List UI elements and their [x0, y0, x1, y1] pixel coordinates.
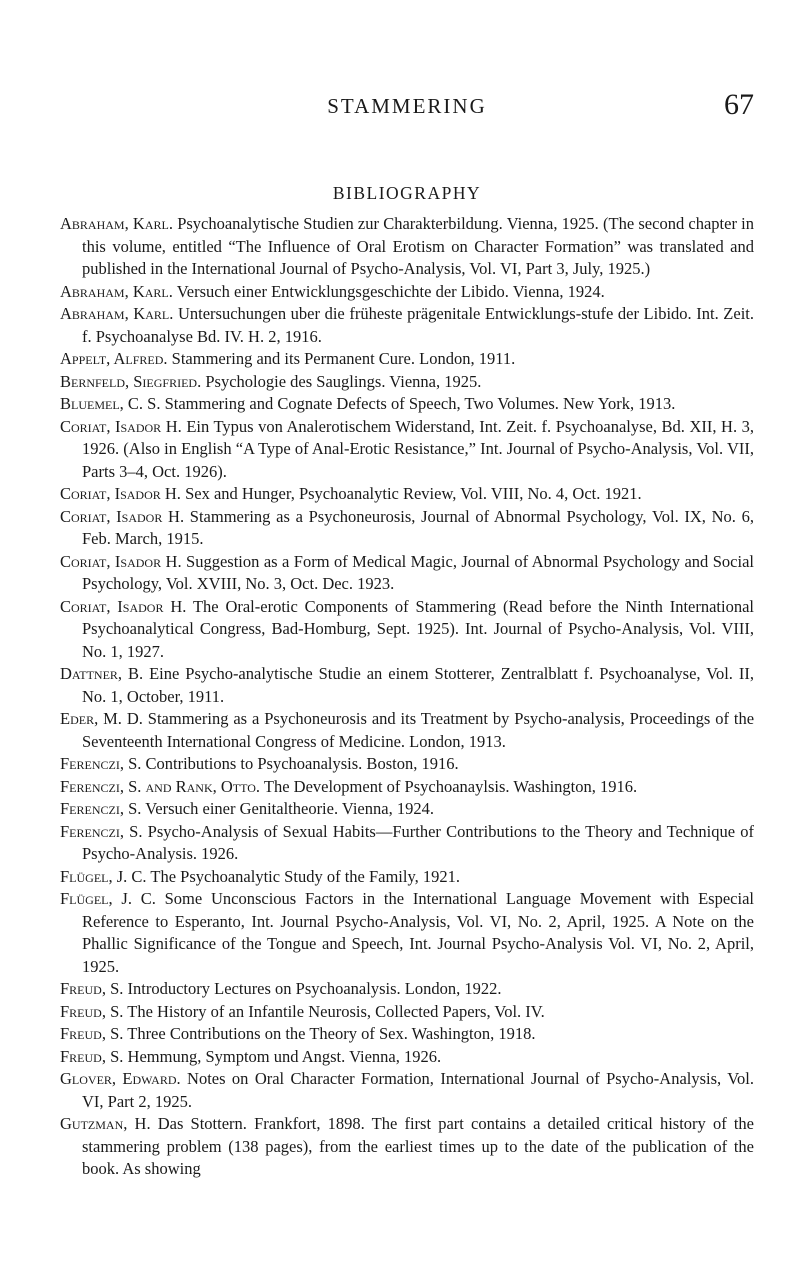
bibliography-entry — [60, 1046, 754, 1069]
section-heading: BIBLIOGRAPHY — [332, 183, 482, 203]
entry-author: Freud, S. — [60, 979, 124, 998]
entry-author: Gutzman, H. — [60, 1114, 151, 1133]
bibliography-entry — [60, 348, 754, 371]
bibliography-entry — [60, 1023, 754, 1046]
entry-text: The Oral-erotic Components of Stammering (Read before the Ninth International Psychoanalytical Congress, Bad-Homburg, Sept. 1925). Int. Journal of Psycho-Analysis, Vol. VIII, No. 1, 1927. — [82, 596, 754, 661]
entry-text: The Development of Psychoanaylsis. Washington, 1916. — [263, 776, 638, 796]
entry-text: The History of an Infantile Neurosis, Collected Papers, Vol. IV. — [127, 1001, 545, 1021]
bibliography-entry — [60, 663, 754, 708]
entry-text: Versuch einer Genitaltheorie. Vienna, 1924. — [145, 799, 434, 818]
page-number: 67 — [724, 88, 754, 121]
entry-author: Coriat, Isador H. — [60, 551, 182, 571]
entry-author: Abraham, Karl. — [60, 214, 173, 233]
entry-author: Appelt, Alfred. — [60, 349, 168, 368]
bibliography-entry — [60, 753, 754, 776]
bibliography-entry — [60, 551, 754, 596]
bibliography-entry — [60, 213, 754, 281]
running-head — [60, 90, 754, 130]
entry-author: Flügel, J. C. — [60, 889, 156, 908]
entry-author: Freud, S. — [60, 1001, 124, 1021]
bibliography-entry — [60, 393, 754, 416]
entry-author: Dattner, B. — [60, 664, 144, 683]
entry-text: Stammering and Cognate Defects of Speech, Two Volumes. New York, 1913. — [164, 394, 676, 413]
entry-author: Coriat, Isador H. — [60, 484, 181, 503]
entry-text: Introductory Lectures on Psychoanalysis. London, 1922. — [127, 979, 502, 998]
entry-text: Hemmung, Symptom und Angst. Vienna, 1926. — [127, 1046, 442, 1066]
entry-author: Abraham, Karl. — [60, 281, 173, 301]
entry-text: Eine Psycho-analytische Studie an einem Stotterer, Zentralblatt f. Psychoanalyse, Vol. II, No. 1, October, 1911. — [82, 664, 754, 706]
entry-text: Contributions to Psychoanalysis. Boston, 1916. — [145, 754, 459, 773]
entry-text: Psychologie des Sauglings. Vienna, 1925. — [205, 371, 482, 391]
bibliography-entry — [60, 303, 754, 348]
entry-author: Abraham, Karl. — [60, 304, 174, 323]
entry-text: Das Stottern. Frankfort, 1898. The first part contains a detailed critical history of the stammering problem (138 pages), from the earliest times up to the date of the publication of the book. As showing — [82, 1114, 754, 1178]
entry-text: Suggestion as a Form of Medical Magic, Journal of Abnormal Psychology and Social Psychology, Vol. XVIII, No. 3, Oct. Dec. 1923. — [82, 551, 754, 593]
entry-text: Stammering and its Permanent Cure. London, 1911. — [171, 349, 516, 368]
entry-text: The Psychoanalytic Study of the Family, 1921. — [150, 866, 461, 886]
bibliography-entry — [60, 281, 754, 304]
entry-text: Psychoanalytische Studien zur Charakterbildung. Vienna, 1925. (The second chapter in this volume, entitled “The Influence of Oral Erotism on Character Formation” was translated and published in the International Journal of Psycho-Analysis, Vol. VI, Part 3, July, 1925.) — [82, 214, 754, 278]
bibliography-entry — [60, 371, 754, 394]
bibliography-entry — [60, 1001, 754, 1024]
entry-author: Bluemel, C. S. — [60, 394, 161, 413]
bibliography-entry — [60, 596, 754, 664]
entry-text: Three Contributions on the Theory of Sex. Washington, 1918. — [127, 1024, 536, 1043]
entry-author: Bernfeld, Siegfried. — [60, 371, 202, 391]
bibliography-entry — [60, 978, 754, 1001]
bibliography-entry — [60, 821, 754, 866]
entry-author: Ferenczi, S. — [60, 799, 142, 818]
entry-text: Versuch einer Entwicklungsgeschichte der Libido. Vienna, 1924. — [176, 281, 605, 301]
bibliography-list — [60, 213, 754, 1181]
bibliography-entry — [60, 798, 754, 821]
entry-text: Some Unconscious Factors in the International Language Movement with Especial Reference to Esperanto, Int. Journal Psycho-Analysis, Vol. VI, No. 2, April, 1925. A Note on the Phallic Significance of the Tongue and Speech, Int. Journal Psycho-Analysis Vol. VI, No. 2, April, 1925. — [82, 889, 754, 976]
bibliography-entry — [60, 416, 754, 484]
entry-author: Ferenczi, S. and Rank, Otto. — [60, 776, 261, 796]
entry-text: Untersuchungen uber die früheste prägenitale Entwicklungs-stufe der Libido. Int. Zeit. f. Psychoanalyse Bd. IV. H. 2, 1916. — [82, 304, 754, 346]
entry-author: Coriat, Isador H. — [60, 506, 185, 526]
bibliography-entry — [60, 888, 754, 978]
entry-text: Stammering as a Psychoneurosis and its Treatment by Psycho-analysis, Proceedings of the Seventeenth International Congress of Medicine. London, 1913. — [82, 709, 755, 751]
entry-author: Coriat, Isador H. — [60, 416, 182, 436]
running-title: STAMMERING — [327, 94, 487, 118]
bibliography-entry — [60, 1068, 754, 1113]
entry-author: Flügel, J. C. — [60, 866, 147, 886]
entry-author: Freud, S. — [60, 1024, 124, 1043]
entry-author: Glover, Edward. — [60, 1069, 181, 1088]
entry-author: Eder, M. D. — [60, 709, 143, 728]
bibliography-entry — [60, 483, 754, 506]
entry-author: Ferenczi, S. — [60, 754, 142, 773]
entry-text: Sex and Hunger, Psychoanalytic Review, Vol. VIII, No. 4, Oct. 1921. — [185, 484, 642, 503]
entry-author: Coriat, Isador H. — [60, 596, 187, 616]
bibliography-entry — [60, 708, 754, 753]
entry-text: Ein Typus von Analerotischem Widerstand, Int. Zeit. f. Psychoanalyse, Bd. XII, H. 3, 1926. (Also in English “A Type of Anal-Erotic Resistance,” Int. Journal of Psycho-Analysis, Vol. VII, Parts 3–4, Oct. 1926). — [82, 416, 754, 481]
bibliography-entry — [60, 1113, 754, 1181]
entry-author: Freud, S. — [60, 1046, 124, 1066]
entry-author: Ferenczi, S. — [60, 821, 143, 841]
entry-text: Psycho-Analysis of Sexual Habits—Further Contributions to the Theory and Technique of Psycho-Analysis. 1926. — [82, 821, 755, 863]
entry-text: Notes on Oral Character Formation, International Journal of Psycho-Analysis, Vol. VI, Part 2, 1925. — [82, 1069, 755, 1111]
bibliography-entry — [60, 506, 754, 551]
entry-text: Stammering as a Psychoneurosis, Journal of Abnormal Psychology, Vol. IX, No. 6, Feb. March, 1915. — [82, 506, 754, 548]
bibliography-entry — [60, 776, 754, 799]
bibliography-entry — [60, 866, 754, 889]
